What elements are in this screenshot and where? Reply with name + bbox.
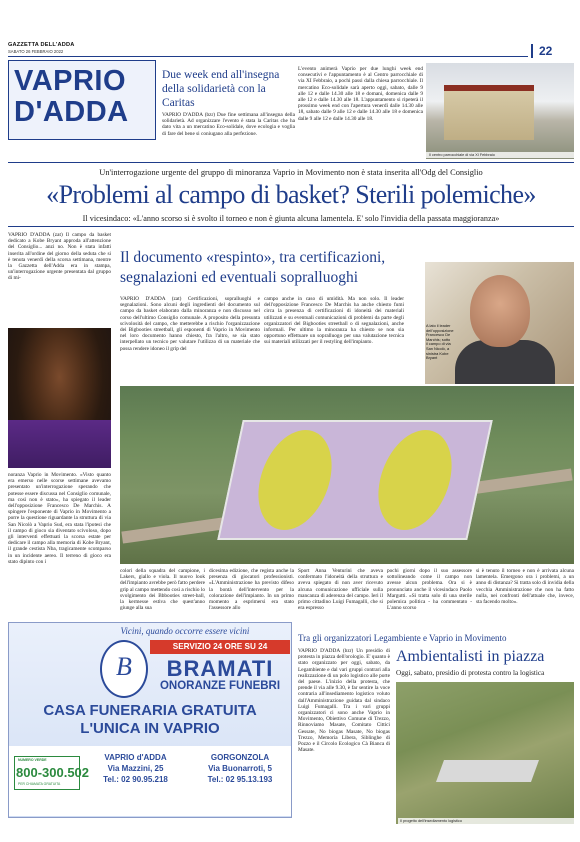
ad-tagline: Vicini, quando occorre essere vicini xyxy=(120,626,250,636)
main-body-col7: si è tenuto il torneo e non è arrivata alcuna lamentela. Emergono ora i problemi, a un anno di distanza? Si tratta solo di invidia della vecchia Amministrazione che non ha fatto nulla, nei confronti dell'attuale che, invece, sta facendo molto». xyxy=(476,568,574,606)
toll-free-number[interactable]: 800-300.502 xyxy=(16,765,90,780)
parish-photo-caption: Il centro parrocchiale di via XI Febbraio xyxy=(426,152,574,158)
document-headline xyxy=(120,248,422,288)
ad-location-city: VAPRIO d'ADDA xyxy=(104,753,167,762)
caritas-body-col1: VAPRIO D'ADDA (bzr) Due fine settimana all'insegna della solidarietà. Ad organizzare l'evento è stata la Caritas che ha dato vita a un mercatino Eco-solidale, dove ecologia e voglia di fare del bene si coniugano alla perfezione. xyxy=(162,112,295,137)
document-body-col2: campo anche in caso di umidità. Ma non solo. Il leader dell'opposizione Francesco De Marchis ha anche chiesto fumi circa la presenza di certificazioni di idoneità dei materiali utilizzati e su eventuali comunicazioni di problemi da parte degli organizzatori del Bigbooties streetball o di segnalazioni, anche informali. Per ultimo la minoranza ha chiesto se non sia opportuno effettuare un sopralluogo per una valutazione tecnica sui materiali utilizzati per il restyling dell'impianto. xyxy=(264,296,404,346)
document-body-col1: VAPRIO D'ADDA (zat) Certificazioni, sopralluoghi e segnalazioni. Sono alcuni degli ingredienti del documento sul campo da basket elaborato dalla minoranza e non discusso nel corso dell'ultimo Consiglio comunale. A proposito della presunta scivolosità del campo, che metterebbe a rischio l'organizzazione dei Bigbooties streetball, gli esponenti di Vaprio in Movimento nel loro documento hanno chiesto, fra l'altro, se sia stato interpellato un tecnico per valutare l'utilizzo di un materiale che possa rendere idoneo il grip del xyxy=(120,296,260,352)
issue-date: SABATO 26 FEBBRAIO 2022 xyxy=(8,49,64,54)
bramati-logo-letter: B xyxy=(116,652,132,681)
document-headline-line2: segnalazioni ed eventuali sopralluoghi xyxy=(120,269,359,286)
document-headline-line1: Il documento «respinto», tra certificazioni, xyxy=(120,249,386,266)
protest-headline: Ambientalisti in piazza xyxy=(396,648,545,665)
ad-location-street: Via Mazzini, 25 xyxy=(107,764,164,773)
court-surface xyxy=(217,420,493,540)
ad-service-banner: SERVIZIO 24 ORE SU 24 xyxy=(150,640,290,654)
ad-unica: L'UNICA IN VAPRIO xyxy=(80,720,220,737)
ad-location-tel[interactable]: Tel.: 02 95.13.193 xyxy=(207,775,273,784)
ad-location-gorgonzola xyxy=(190,752,290,785)
ad-location-vaprio xyxy=(88,752,183,785)
protest-kicker: Tra gli organizzatori Legambiente e Vaprio in Movimento xyxy=(298,633,507,643)
protest-subheadline: Oggi, sabato, presidio di protesta contro la logistica xyxy=(396,669,545,677)
lakers-jersey xyxy=(8,420,111,468)
caritas-headline-line1: Due week end all'insegna xyxy=(162,69,280,81)
protest-body: VAPRIO D'ADDA (bzr) Un presidio di protesta in piazza dell'orologio. E' quanto è stato organizzato per oggi, sabato, da Legambiente e dal vari gruppi contrari alla realizzazione di un polo logistico alle porte del paese. L'inizio della protesta, che prende il via alle 9.30, è far sentire la voce contraria all'insediamento logistico voluto dall'Amministrazione guidata dal sindaco Luigi Fumagalli. Tra i vari gruppi organizzatori ci sono anche Vaprio in Movimento, Obiettivo Comune di Trezzo, Rinnoviamo Masate, Comitato Cittici Gessate, No biogas Masate, No biogas Trezzo, Memoria Libera, Siblinghe di Pozzo e il Circolo Ecologico Cà Bianca di Masate. xyxy=(298,648,390,754)
newspaper-name: GAZZETTA DELL'ADDA xyxy=(8,42,75,48)
toll-free-label: NUMERO VERDE xyxy=(18,758,47,762)
section-title xyxy=(14,66,154,128)
toll-free-note: PER CHIAMATA GRATUITA xyxy=(18,782,61,786)
ad-location-tel[interactable]: Tel.: 02 90.95.218 xyxy=(103,775,168,784)
page-number: 22 xyxy=(531,44,571,58)
main-headline: «Problemi al campo di basket? Sterili polemiche» xyxy=(46,180,536,209)
main-kicker: Un'interrogazione urgente del gruppo di minoranza Vaprio in Movimento non è stata inserita all'Odg del Consiglio xyxy=(99,168,483,177)
caritas-body-col2: L'evento animerà Vaprio per due lunghi week end consecutivi e l'appuntamento è al Centro parrocchiale di via XI Febbraio, a pochi passi dalla chiesa parrocchiale. Il mercatino Eco-solidale sarà aperto oggi, sabato, dalle 9 alle 12 e dalle 14.30 alle 18 e domani, domenica dalle 9 alle 12 e dalle 14.30 alle 18. L'appuntamento si ripeterà il prossimo week end con l'apertura venerdì dalle 14.30 alle 18, sabato dalle 9 alle 12 e dalle 14.30 alle 18 e domenica dalle 9 alle 12 e dalle 14.30 alle 18. xyxy=(298,66,423,122)
ad-location-street: Via Buonarroti, 5 xyxy=(208,764,272,773)
main-body-col4: dicesima edizione, che regista anche la presenza di giocatori professionisti. «L'Amministrazione ha previsto difeso la bontà dell'intervento per la colorazione dell'impianto. In un primo momento a esprimersi era stato l'assessore allo xyxy=(209,568,294,612)
logistics-photo-caption: Il progetto dell'insediamento logistico xyxy=(398,818,574,824)
main-subheadline: Il vicesindaco: «L'anno scorso si è svolto il torneo e non è giunta alcuna lamentela. E' solo l'invidia della passata maggioranza» xyxy=(82,214,500,223)
caritas-headline xyxy=(162,68,297,110)
logistics-building xyxy=(436,760,539,782)
header-rule xyxy=(8,56,528,57)
divider xyxy=(8,162,574,163)
opposition-leader-caption: A lato il leader dell'opposizione Francesco De Marchis; sotto il campo di via San Nicolò, a sinistra Kobe Bryant xyxy=(426,323,454,361)
section-title-line1: VAPRIO xyxy=(14,65,127,97)
logistics-project-photo xyxy=(396,682,574,824)
main-body-col6: pochi giorni dopo il suo assessore sottolineando come il campo non avesse alcun problema. Ora si è pronunciato anche il vicesindaco Paolo Margutti. «Si tratta solo di una sterile polemica politica - ha commentato - L'anno scorso xyxy=(387,568,472,612)
divider xyxy=(8,226,574,227)
section-title-line2: D'ADDA xyxy=(14,96,129,128)
ad-location-city: GORGONZOLA xyxy=(210,753,270,762)
main-body-col5: Sport Anna Venturini che aveva confermato l'idoneità della struttura e aveva spiegato di non aver ricevuto alcuna comunicazione ufficiale sulla mancanza di aderenza del campo. Ieri il primo cittadino Luigi Fumagalli, che si era espresso xyxy=(298,568,383,612)
main-body-col3: colori della squadra del campione, i Lakers, giallo e viola. Il nuovo look dell'impianto avrebbe però fatto perdere grip al campo mettendo così a rischio lo svolgimento dei Bbbooties street-ball, la kermesse estiva che quest'anno giunge alla sua xyxy=(120,568,205,612)
person-head xyxy=(470,275,530,347)
main-body-left-top: VAPRIO D'ADDA (zat) Il campo da basket dedicato a Kobe Bryant approda all'attenzione del Consiglio... anzi no. Non è stata infatti inserita all'ordine del giorno della seduta che si è tenuta venerdì della scorsa settimana, mentre la Gazzetta dell'Adda era in stampa, un'interrogazione urgente presentata dal gruppo di mi- xyxy=(8,232,111,282)
ad-casa-funeraria: CASA FUNERARIA GRATUITA xyxy=(43,702,257,719)
ad-brand: BRAMATI xyxy=(166,656,274,681)
caritas-headline-line2: della solidarietà con la Caritas xyxy=(162,83,266,109)
main-body-left-bottom: noranza Vaprio in Movimento. «Visto quanto era emerso nelle scorse settimane avevamo presentato un'interrogazione sperando che potesse essere discussa nel Consiglio comunale, ma così non è stato», ha spiegato il leader dell'opposizione Francesco De Marchis. A spingere l'esponente di Vaprio in Movimento a porre la questione riguardante la struttura di via San Nicolò a Vaprio Sud, era stata l'ipotesi che il campo di gioco sia diventato scivoloso, dopo gli interventi effettuati la scorsa estate per dedicare il campo alla memoria di Kobe Bryant, il grande cestista Nba, tragicamente scomparso in un incidente aereo. Il terreno di gioco era stato dipinto con i xyxy=(8,472,111,565)
ad-onoranze: ONORANZE FUNEBRI xyxy=(159,680,281,692)
parish-building xyxy=(444,85,534,140)
